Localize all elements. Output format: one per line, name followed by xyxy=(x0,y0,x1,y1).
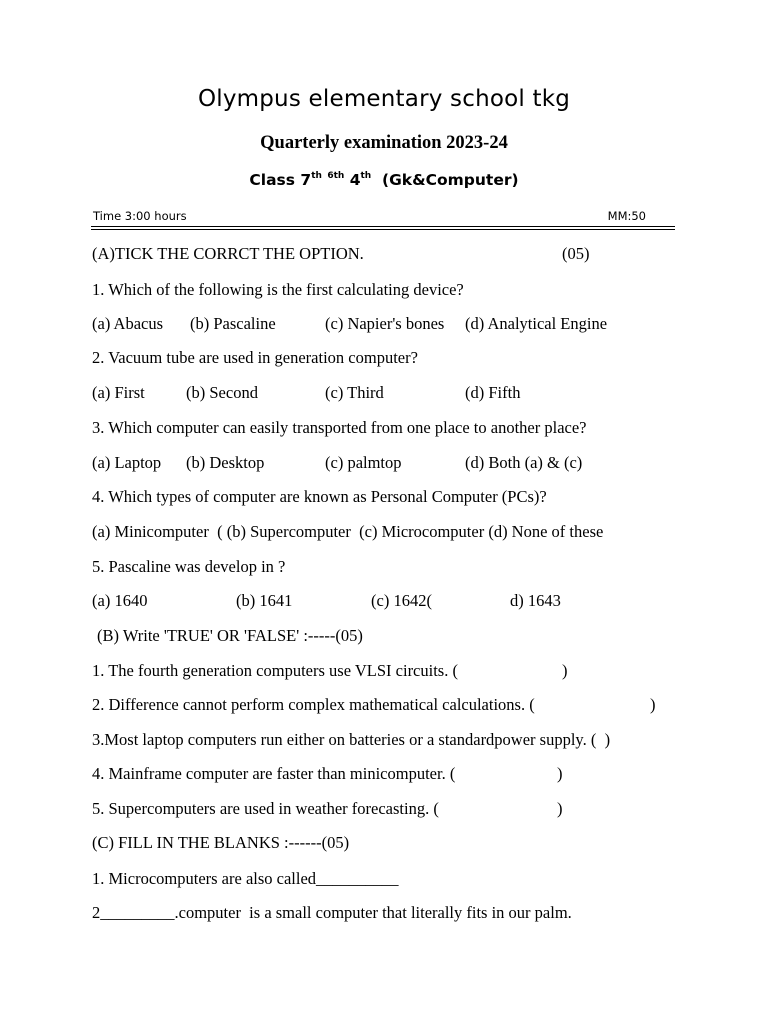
option-d: d) 1643 xyxy=(510,591,561,610)
class-line xyxy=(0,171,768,189)
school-name: Olympus elementary school tkg xyxy=(197,86,571,112)
header-divider-top xyxy=(91,226,675,227)
question-3-text: 3. Which computer can easily transported from one place to another place? xyxy=(92,418,587,437)
question-5-text: 5. Pascaline was develop in ? xyxy=(92,557,286,576)
option-c: (c) 1642( xyxy=(371,591,432,610)
answer-bracket-close: ) xyxy=(557,799,563,818)
true-false-3 xyxy=(0,729,768,751)
section-c-heading-line xyxy=(0,832,768,854)
fill-blank-1 xyxy=(0,868,768,890)
header-divider-bottom xyxy=(91,229,675,230)
question-1 xyxy=(0,279,768,301)
fill-blank-2 xyxy=(0,902,768,924)
class-sup-3: th xyxy=(360,171,372,181)
statement-text: 2. Difference cannot perform complex mathematical calculations. ( xyxy=(92,695,535,714)
question-1-options xyxy=(0,313,768,335)
option-c: (c) Third xyxy=(325,383,384,402)
question-3-options xyxy=(0,452,768,474)
option-a: (a) 1640 xyxy=(92,591,148,610)
option-a: (a) Abacus xyxy=(92,314,164,333)
option-a: (a) Laptop xyxy=(92,453,162,472)
question-2-options xyxy=(0,382,768,404)
question-5 xyxy=(0,556,768,578)
statement-text: 4. Mainframe computer are faster than minicomputer. ( xyxy=(92,764,456,783)
class-mid: 4 xyxy=(344,171,361,189)
section-a-marks: (05) xyxy=(562,244,590,263)
time-allowed: Time 3:00 hours xyxy=(93,209,187,223)
section-c-heading: (C) FILL IN THE BLANKS :------(05) xyxy=(92,833,350,852)
option-b: (b) 1641 xyxy=(236,591,293,610)
option-c: (c) Napier's bones xyxy=(325,314,445,333)
class-prefix: Class 7 xyxy=(249,171,312,189)
question-2 xyxy=(0,347,768,369)
true-false-1 xyxy=(0,660,768,682)
statement-text: 5. Supercomputers are used in weather forecasting. ( xyxy=(92,799,439,818)
true-false-5 xyxy=(0,798,768,820)
question-4-options xyxy=(0,521,768,543)
section-a-heading-line xyxy=(0,243,768,265)
class-sup-2: 6th xyxy=(327,171,345,181)
answer-bracket-close: ) xyxy=(650,695,656,714)
true-false-2 xyxy=(0,694,768,716)
statement-text: 3.Most laptop computers run either on batteries or a standardpower supply. ( ) xyxy=(92,730,611,749)
option-a: (a) First xyxy=(92,383,145,402)
option-b: (b) Second xyxy=(186,383,258,402)
question-3 xyxy=(0,417,768,439)
statement-text: 1. The fourth generation computers use VLSI circuits. ( xyxy=(92,661,458,680)
answer-bracket-close: ) xyxy=(562,661,568,680)
question-5-options xyxy=(0,590,768,612)
class-subject: (Gk&Computer) xyxy=(371,171,519,189)
max-marks: MM:50 xyxy=(607,209,646,223)
option-c: (c) palmtop xyxy=(325,453,402,472)
option-d: (d) Fifth xyxy=(465,383,521,402)
fill-blank-text: 1. Microcomputers are also called__________ xyxy=(92,869,399,888)
exam-title: Quarterly examination 2023-24 xyxy=(260,133,508,153)
section-b-heading: (B) Write 'TRUE' OR 'FALSE' :-----(05) xyxy=(97,626,363,645)
question-1-text: 1. Which of the following is the first calculating device? xyxy=(92,280,464,299)
option-b: (b) Desktop xyxy=(186,453,265,472)
option-d: (d) Both (a) & (c) xyxy=(465,453,583,472)
question-2-text: 2. Vacuum tube are used in generation computer? xyxy=(92,348,418,367)
options-line: (a) Minicomputer ( (b) Supercomputer (c) Microcomputer (d) None of these xyxy=(92,522,604,541)
section-a-heading: (A)TICK THE CORRCT THE OPTION. xyxy=(92,244,364,263)
section-b-heading-line xyxy=(0,625,768,647)
true-false-4 xyxy=(0,763,768,785)
answer-bracket-close: ) xyxy=(557,764,563,783)
class-sup-1: th xyxy=(311,171,322,181)
question-4-text: 4. Which types of computer are known as Personal Computer (PCs)? xyxy=(92,487,547,506)
fill-blank-text: 2_________.computer is a small computer that literally fits in our palm. xyxy=(92,903,572,922)
question-4 xyxy=(0,486,768,508)
option-b: (b) Pascaline xyxy=(190,314,276,333)
option-d: (d) Analytical Engine xyxy=(465,314,608,333)
